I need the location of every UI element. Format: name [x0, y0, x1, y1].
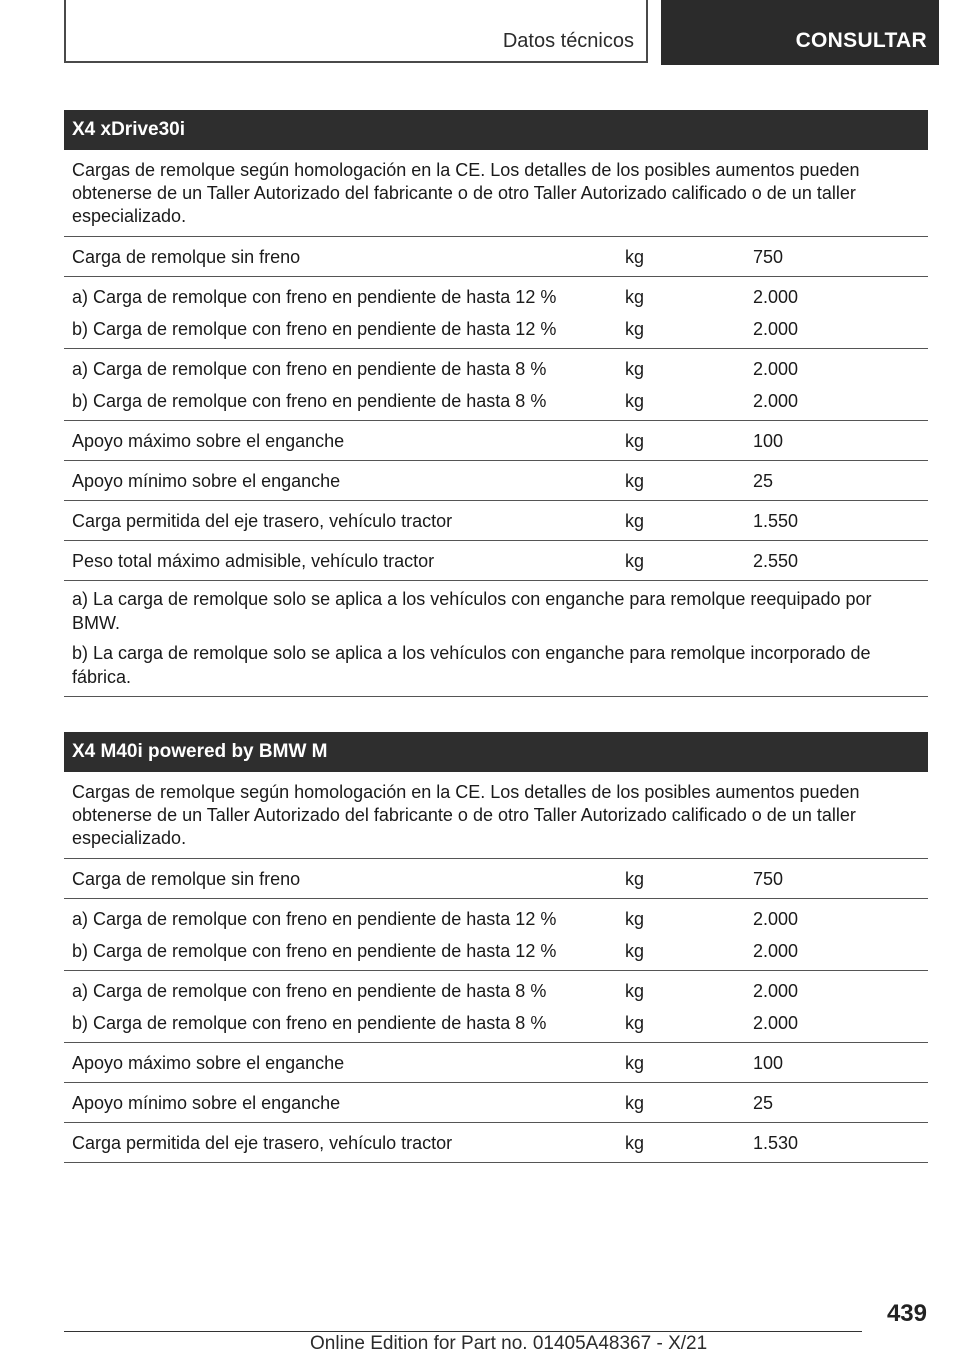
- spec-label: Peso total máximo admisible, vehículo tractor: [72, 551, 435, 571]
- spec-row: [64, 971, 928, 1043]
- spec-value: 2.000: [753, 941, 799, 961]
- header-consult-tab[interactable]: [661, 0, 939, 65]
- spec-unit: kg: [625, 247, 645, 267]
- spec-line: [64, 316, 928, 342]
- spec-value: 100: [753, 431, 784, 451]
- spec-line: [64, 978, 928, 1004]
- spec-unit: kg: [625, 551, 645, 571]
- spec-unit: kg: [625, 391, 645, 411]
- footnotes: [64, 581, 928, 697]
- spec-unit: kg: [625, 981, 645, 1001]
- spec-value: 25: [753, 471, 774, 491]
- section-intro: Cargas de remolque según homologación en la CE. Los detalles de los posibles aumentos pueden obtenerse de un Taller Autorizado del fabricante o de otro Taller Autorizado calificado o de un taller especializado.: [64, 772, 928, 859]
- spec-row: [64, 1043, 928, 1083]
- footnote: a) La carga de remolque solo se aplica a los vehículos con enganche para remolque reequipado por BMW.: [72, 589, 872, 633]
- spec-unit: kg: [625, 319, 645, 339]
- spec-label: Apoyo mínimo sobre el enganche: [72, 1093, 341, 1113]
- spec-value: 750: [753, 869, 784, 889]
- spec-unit: kg: [625, 1133, 645, 1153]
- spec-label: Apoyo mínimo sobre el enganche: [72, 471, 341, 491]
- spec-line: [64, 1010, 928, 1036]
- spec-line: [64, 508, 928, 534]
- spec-line: [64, 938, 928, 964]
- spec-label: b) Carga de remolque con freno en pendiente de hasta 8 %: [72, 1013, 547, 1033]
- footnote: b) La carga de remolque solo se aplica a los vehículos con enganche para remolque incorporado de fábrica.: [72, 643, 871, 687]
- spec-label: a) Carga de remolque con freno en pendiente de hasta 12 %: [72, 287, 557, 307]
- spec-value: 2.000: [753, 319, 799, 339]
- spec-line: [64, 548, 928, 574]
- spec-row: [64, 237, 928, 277]
- spec-unit: kg: [625, 287, 645, 307]
- spec-line: [64, 284, 928, 310]
- spec-value: 2.000: [753, 909, 799, 929]
- spec-value: 2.000: [753, 1013, 799, 1033]
- spec-row: [64, 859, 928, 899]
- spec-unit: kg: [625, 511, 645, 531]
- spec-label: a) Carga de remolque con freno en pendiente de hasta 12 %: [72, 909, 557, 929]
- spec-section: [64, 110, 928, 697]
- spec-line: [64, 1130, 928, 1156]
- footer-edition: Online Edition for Part no. 01405A48367 - X/21: [310, 1333, 708, 1354]
- spec-line: [64, 388, 928, 414]
- spec-label: b) Carga de remolque con freno en pendiente de hasta 8 %: [72, 391, 547, 411]
- spec-line: [64, 244, 928, 270]
- spec-unit: kg: [625, 941, 645, 961]
- spec-row: [64, 349, 928, 421]
- spec-unit: kg: [625, 1093, 645, 1113]
- spec-unit: kg: [625, 1053, 645, 1073]
- spec-value: 2.000: [753, 359, 799, 379]
- spec-label: a) Carga de remolque con freno en pendiente de hasta 8 %: [72, 359, 547, 379]
- page-number: 439: [886, 1300, 927, 1327]
- spec-row: [64, 277, 928, 349]
- spec-row: [64, 899, 928, 971]
- spec-row: [64, 541, 928, 581]
- spec-label: Apoyo máximo sobre el enganche: [72, 431, 345, 451]
- spec-line: [64, 906, 928, 932]
- spec-line: [64, 1090, 928, 1116]
- spec-row: [64, 461, 928, 501]
- spec-value: 2.000: [753, 981, 799, 1001]
- footer-divider: [64, 1331, 862, 1332]
- header-consult-label: CONSULTAR: [795, 29, 927, 52]
- section-title: X4 xDrive30i: [64, 110, 928, 150]
- spec-label: Apoyo máximo sobre el enganche: [72, 1053, 345, 1073]
- spec-line: [64, 468, 928, 494]
- spec-label: b) Carga de remolque con freno en pendiente de hasta 12 %: [72, 319, 557, 339]
- spec-line: [64, 1050, 928, 1076]
- spec-unit: kg: [625, 359, 645, 379]
- spec-value: 2.000: [753, 287, 799, 307]
- spec-row: [64, 1083, 928, 1123]
- section-title: X4 M40i powered by BMW M: [64, 732, 928, 772]
- section-intro: Cargas de remolque según homologación en la CE. Los detalles de los posibles aumentos pueden obtenerse de un Taller Autorizado del fabricante o de otro Taller Autorizado calificado o de un taller especializado.: [64, 150, 928, 237]
- spec-value: 25: [753, 1093, 774, 1113]
- spec-line: [64, 356, 928, 382]
- spec-unit: kg: [625, 431, 645, 451]
- spec-value: 2.550: [753, 551, 799, 571]
- spec-value: 1.550: [753, 511, 799, 531]
- spec-label: Carga permitida del eje trasero, vehículo tractor: [72, 511, 453, 531]
- spec-label: b) Carga de remolque con freno en pendiente de hasta 12 %: [72, 941, 557, 961]
- spec-label: Carga permitida del eje trasero, vehículo tractor: [72, 1133, 453, 1153]
- spec-row: [64, 501, 928, 541]
- spec-value: 750: [753, 247, 784, 267]
- header-section-title: Datos técnicos: [502, 30, 634, 52]
- spec-row: [64, 1123, 928, 1163]
- spec-unit: kg: [625, 909, 645, 929]
- spec-unit: kg: [625, 1013, 645, 1033]
- header-section-tab: [64, 0, 648, 63]
- spec-value: 1.530: [753, 1133, 799, 1153]
- spec-label: Carga de remolque sin freno: [72, 869, 301, 889]
- spec-line: [64, 428, 928, 454]
- spec-label: Carga de remolque sin freno: [72, 247, 301, 267]
- spec-unit: kg: [625, 471, 645, 491]
- spec-label: a) Carga de remolque con freno en pendiente de hasta 8 %: [72, 981, 547, 1001]
- spec-row: [64, 421, 928, 461]
- spec-section: [64, 732, 928, 1163]
- spec-value: 2.000: [753, 391, 799, 411]
- spec-value: 100: [753, 1053, 784, 1073]
- spec-unit: kg: [625, 869, 645, 889]
- spec-line: [64, 866, 928, 892]
